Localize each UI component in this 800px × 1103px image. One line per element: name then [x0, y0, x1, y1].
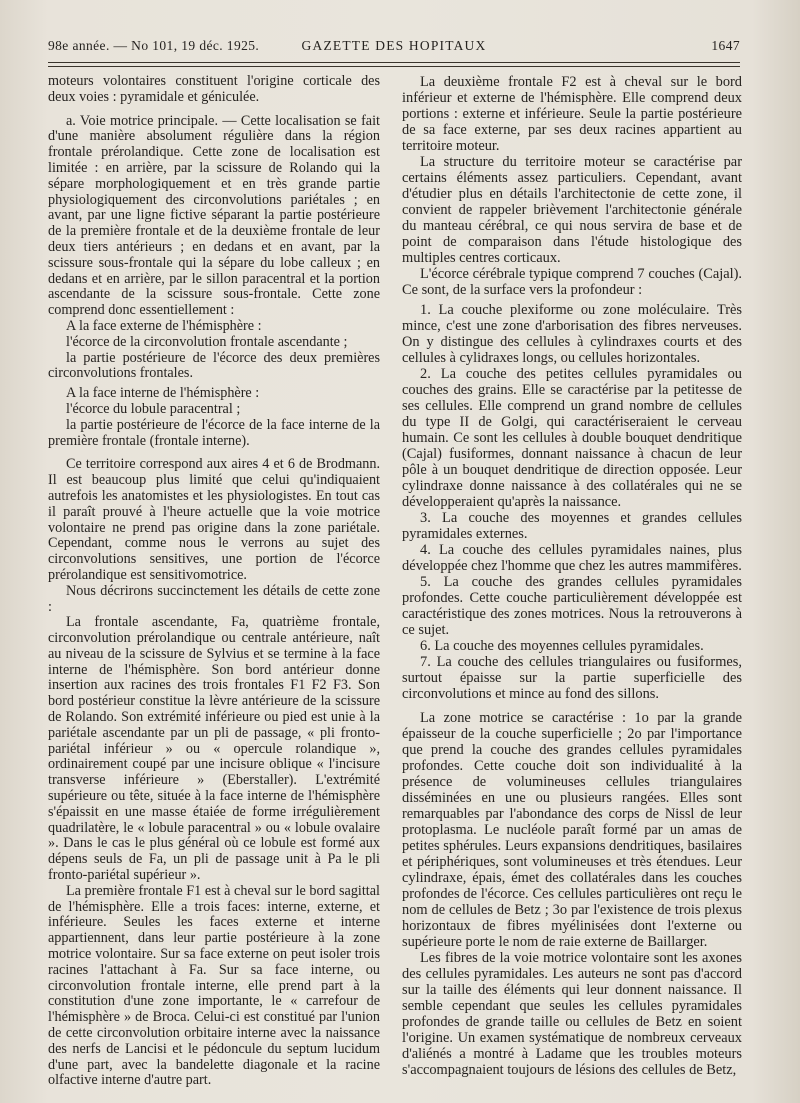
journal-title: GAZETTE DES HOPITAUX: [301, 38, 487, 53]
list-item: l'écorce du lobule paracentral ;: [66, 400, 241, 417]
list-item: la partie postérieure de l'écorce des deux premières circonvolutions frontales.: [48, 349, 380, 382]
left-column: [48, 74, 380, 1089]
header-rule-thick: [48, 62, 740, 63]
paragraph: La structure du territoire moteur se caractérise par certains éléments assez particuliers. Cependant, avant d'étudier plus en détails l'architectonie de cette zone, il convient de rappeler brièvement l'architectonie générale du manteau cérébral, ce qui nous servira de base et de point de comparaison dans l'étude histologique des multiples centres corticaux.: [402, 154, 742, 266]
page-header: [48, 34, 740, 56]
list-item: la partie postérieure de l'écorce de la face interne de la première frontale (frontale interne).: [48, 416, 380, 449]
right-column: [402, 74, 742, 1078]
list-item: 5. La couche des grandes cellules pyramidales profondes. Cette couche particulièrement développée est caractéristique des zones motrices. Nous la retrouverons à ce sujet.: [402, 574, 742, 638]
list-item: 7. La couche des cellules triangulaires ou fusiformes, surtout épaisse sur la partie superficielle des circonvolutions et mince au fond des sillons.: [402, 654, 742, 702]
paragraph: Ce territoire correspond aux aires 4 et 6 de Brodmann. Il est beaucoup plus limité que celui qu'indiquaient autrefois les anatomistes et les physiologistes. En tout cas il paraît prouvé à l'heure actuelle que la voie motrice volontaire ne prend pas origine dans la zone pariétale. Cependant, comme nous le verrons au sujet des circonvolutions sensitives, une portion de l'écorce prérolandique est sensitivomotrice.: [48, 456, 380, 583]
list-item: l'écorce de la circonvolution frontale ascendante ;: [66, 333, 348, 350]
paragraph: La deuxième frontale F2 est à cheval sur le bord inférieur et externe de l'hémisphère. Elle comprend deux portions : externe et inférieure. Seule la partie postérieure de sa face externe, par ses deux racines appartient au territoire moteur.: [402, 74, 742, 154]
list-item: 2. La couche des petites cellules pyramidales ou couches des grains. Elle se caractérise par la petitesse de ses cellules. Elle comprend un grand nombre de cellules du type II de Golgi, qui caractériseraient le cerveau humain. Ce sont les cellules à double bouquet dendritique (Cajal) fusiformes, donnant naissance à chacun de leur pôle à un bouquet dendritique de direction opposée. Leur cylindraxe donne naissance à des collatérales qui ne se développeraient qu'après la naissance.: [402, 366, 742, 510]
paragraph: Nous décrirons succinctement les détails de cette zone :: [48, 582, 380, 615]
paragraph: A la face externe de l'hémisphère :: [66, 317, 262, 334]
paragraph: moteurs volontaires constituent l'origine corticale des deux voies : pyramidale et géniculée.: [48, 73, 380, 105]
paragraph: L'écorce cérébrale typique comprend 7 couches (Cajal). Ce sont, de la surface vers la profondeur :: [402, 266, 742, 298]
paragraph: Les fibres de la voie motrice volontaire sont les axones des cellules pyramidales. Les auteurs ne sont pas d'accord sur la taille des éléments qui leur donnent naissance. Il semble cependant que seules les cellules pyramidales profondes de grande taille ou cellules de Betz en soient l'origine. Un examen systématique de nombreux cerveaux d'aliénés a montré à Ladame que les troubles moteurs s'accompagnaient toujours de lésions des cellules de Betz,: [402, 950, 742, 1078]
paragraph: La frontale ascendante, Fa, quatrième frontale, circonvolution prérolandique ou centrale antérieure, naît au niveau de la scissure de Sylvius et se termine à la face interne de l'hémisphère. Son bord antérieur donne insertion aux racines des trois frontales F1 F2 F3. Son bord postérieur constitue la lèvre antérieure de la scissure de Rolando. Son extrémité inférieure ou pied est unie à la pariétale ascendante par un pli de passage, « pli fronto-pariétal inférieur » ou « opercule rolandique », ordinairement coupé par une incisure oblique « l'incisure transverse inférieure » (Eberstaller). L'extrémité supérieure ou tête, située à la face interne de l'hémisphère s'épaissit en une masse étaiée de forme irrégulièrement quadrilatère, le « lobule paracentral » ou « lobule ovalaire ». Dans le cas le plus général où ce lobule est formé aux dépens seuls de Fa, un pli de passage unit à Pa le pli fronto-pariétal supérieur ».: [48, 614, 380, 884]
list-item: 6. La couche des moyennes cellules pyramidales.: [420, 638, 704, 654]
list-item: 3. La couche des moyennes et grandes cellules pyramidales externes.: [402, 510, 742, 542]
issue-info: 98e année. — No 101, 19 déc. 1925.: [48, 38, 260, 53]
header-rule-thin: [48, 66, 740, 67]
list-item: 1. La couche plexiforme ou zone moléculaire. Très mince, c'est une zone d'arborisation des fibres nerveuses. On y distingue des cellules à cylindraxes courts et des cellules à cylidraxes longs, ou cellules horizontales.: [402, 302, 742, 366]
paragraph: a. Voie motrice principale. — Cette localisation se fait d'une manière absolument régulière dans la région frontale prérolandique. Cette zone de localisation est limitée : en arrière, par la scissure de Rolando qui la sépare morphologiquement et en très grande partie physiologiquement des circonvolutions pariétales ; en avant, par une ligne fictive séparant la partie postérieure de la première frontale et de la deuxième frontale de leur deux tiers antérieurs ; en dedans et en avant, par la scissure sous-frontale qui la sépare du lobe calleux ; en dedans et en arrière, par le sillon paracentral et la portion ascendante de la scissure sous-frontale. Cette zone comprend donc essentiellement :: [48, 112, 380, 319]
list-item: 4. La couche des cellules pyramidales naines, plus développée chez l'homme que chez les autres mammifères.: [402, 542, 742, 574]
paragraph: A la face interne de l'hémisphère :: [66, 385, 260, 402]
paragraph: La première frontale F1 est à cheval sur le bord sagittal de l'hémisphère. Elle a trois faces: interne, externe, et inférieure. Seules les faces externe et interne appartiennent, dans leur partie postérieure à la zone motrice volontaire. Sur sa face externe on peut isoler trois racines l'attachant à Fa. Sur sa face interne, ou circonvolution frontale interne, elle prend part à la constitution d'une zone importante, le « carrefour de l'hémisphère » de Broca. Celui-ci est constitué par l'union de cette circonvolution orbitaire interne avec la naissance des nerfs de Lancisi et le pédoncule du septum lucidum d'une part, avec la bandelette diagonale et la racine olfactive interne d'autre part.: [48, 882, 380, 1089]
paragraph: La zone motrice se caractérise : 1o par la grande épaisseur de la couche superficielle ; 2o par l'importance que prend la couche des grandes cellules pyramidales profondes. Cette couche doit son individualité à la présence de volumineuses cellules triangulaires disséminées en une ou plusieurs rangées. Elles sont remarquables par l'abondance des corps de Nissl de leur protoplasma. Le nucléole paraît formé par un amas de petites sphérules. Leurs expansions dendritiques, basilaires et périphériques, sont volumineuses et très étendues. Leur cylindraxe, épais, émet des collatérales dans les couches profondes de l'écorce. Ces cellules particulières ont reçu le nom de cellules de Betz ; 3o par l'existence de trois plexus horizontaux de fibres myélinisées dont l'externe ou supérieure porte le nom de raie externe de Baillarger.: [402, 710, 742, 950]
page-number: 1647: [711, 38, 740, 53]
